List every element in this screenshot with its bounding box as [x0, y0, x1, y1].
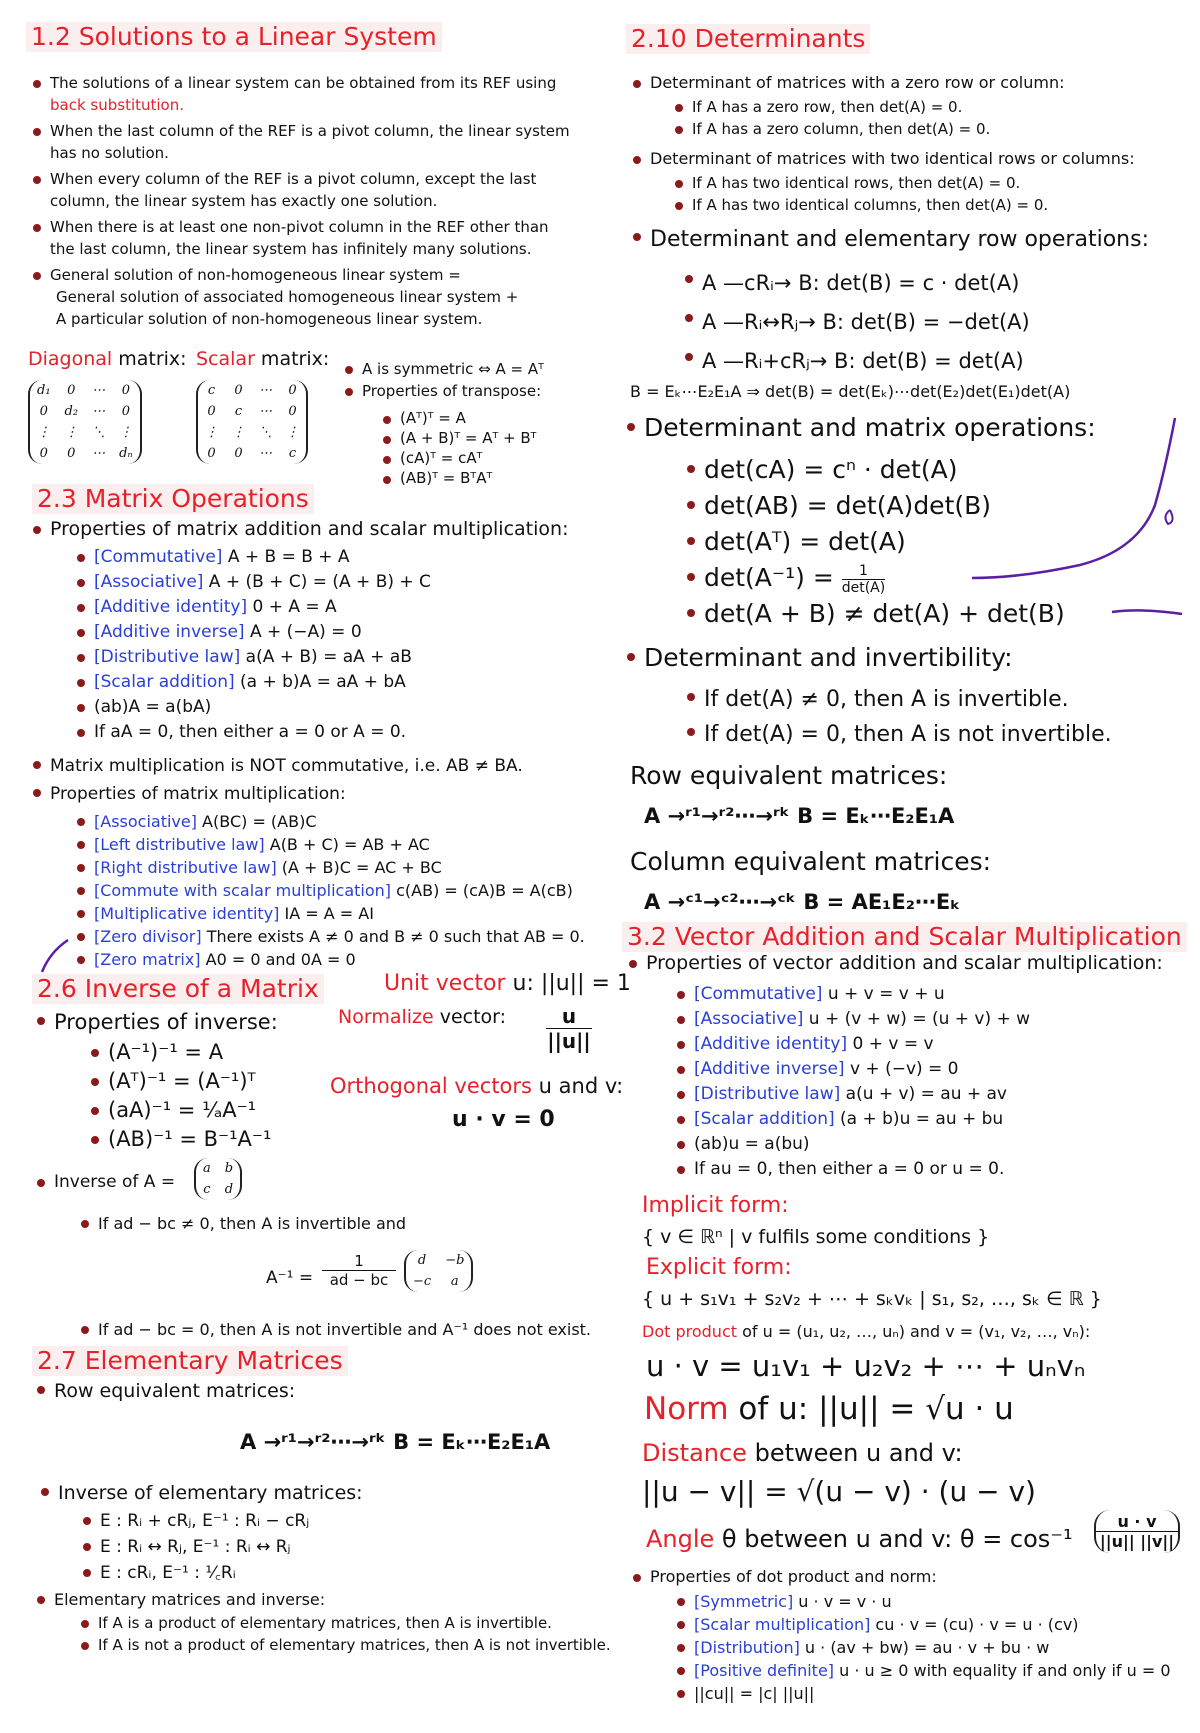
list-item: Inverse of elementary matrices:	[38, 1478, 438, 1508]
det-identical-sublist	[672, 172, 1172, 216]
list-item: (A⁻¹)⁻¹ = A	[88, 1038, 348, 1067]
scalar-matrix-label: Scalar matrix:	[196, 348, 330, 370]
diagonal-matrix	[28, 380, 142, 464]
orthogonal-equation: u · v = 0	[452, 1107, 555, 1132]
list-item: [Additive identity] 0 + v = v	[674, 1032, 1194, 1057]
matrix-row	[198, 422, 306, 443]
list-item: If A has a zero column, then det(A) = 0.	[672, 118, 1172, 140]
solutions-list	[30, 72, 585, 330]
list-item: Determinant of matrices with a zero row or column:	[630, 72, 1190, 94]
matrix-cell: ⋯	[259, 404, 272, 419]
list-item: [Scalar addition] (a + b)A = aA + bA	[74, 670, 594, 695]
list-item: ||cu|| = |c| ||u||	[674, 1682, 1194, 1705]
matrix-cell: 0	[121, 404, 131, 419]
matrix-cell: ⋯	[92, 446, 106, 461]
list-item: The solutions of a linear system can be obtained from its REF using back substitution.	[30, 72, 585, 116]
inverse-fraction: 1 ad − bc	[322, 1252, 396, 1289]
list-item: (aA)⁻¹ = ¹⁄ₐA⁻¹	[88, 1096, 348, 1125]
list-item: General solution of non-homogeneous linear system = General solution of associated homogeneous linear system + A particular solution of non-homogeneous linear system.	[30, 264, 585, 330]
list-item: (cA)ᵀ = cAᵀ	[380, 448, 590, 468]
list-item: If au = 0, then either a = 0 or u = 0.	[674, 1157, 1194, 1182]
list-item: [Additive inverse] A + (−A) = 0	[74, 620, 594, 645]
list-item: Matrix multiplication is NOT commutative, i.e. AB ≠ BA.	[30, 752, 610, 780]
matrix-cell: ⋯	[259, 446, 272, 461]
section-title-2-3: 2.3 Matrix Operations	[32, 484, 314, 514]
list-item: [Additive identity] 0 + A = A	[74, 595, 594, 620]
matrix-cell: 0	[67, 383, 76, 398]
det-zero-list	[630, 72, 1190, 94]
explicit-form-set: { u + s₁v₁ + s₂v₂ + ⋯ + sₖvₖ | s₁, s₂, …, sₖ ∈ ℝ }	[642, 1288, 1102, 1310]
elementary-intro	[34, 1376, 434, 1406]
matrix-mult-properties	[74, 810, 614, 971]
section-title-2-7: 2.7 Elementary Matrices	[32, 1346, 348, 1376]
elementary-inverse-title	[38, 1478, 438, 1508]
column-equivalent-title: Column equivalent matrices:	[630, 847, 992, 876]
section-title-1-2: 1.2 Solutions to a Linear System	[26, 22, 442, 52]
inverse-condition-1	[78, 1212, 598, 1235]
matrix-ops-intro	[30, 516, 590, 543]
matrix-cell: ⋮	[119, 425, 133, 440]
det-row-ops-title	[630, 222, 1190, 257]
angle-def: Angle θ between u and v: θ = cos⁻¹	[646, 1525, 1073, 1553]
elementary-invertibility-list	[78, 1612, 638, 1656]
list-item: [Left distributive law] A(B + C) = AB + AC	[74, 833, 614, 856]
list-item: (ab)A = a(bA)	[74, 695, 594, 720]
normalize-fraction: u ||u||	[547, 1004, 591, 1053]
list-item: (Aᵀ)ᵀ = A	[380, 408, 590, 428]
row-equivalence-chain: A →ʳ¹→ʳ²⋯→ʳᵏ B = Eₖ⋯E₂E₁A	[240, 1430, 551, 1454]
matrix-cell: c	[207, 383, 216, 398]
section-title-2-6: 2.6 Inverse of a Matrix	[32, 974, 324, 1004]
transpose-properties	[380, 408, 590, 488]
list-item: If ad − bc ≠ 0, then A is invertible and	[78, 1212, 598, 1235]
list-item: Properties of matrix addition and scalar multiplication:	[30, 516, 590, 543]
list-item: (A + B)ᵀ = Aᵀ + Bᵀ	[380, 428, 590, 448]
unit-vector-def: Unit vector u: ||u|| = 1	[384, 971, 631, 996]
matrix-cell: d₁	[37, 383, 51, 398]
list-item: A —cRᵢ→ B: det(B) = c · det(A)	[682, 264, 1182, 303]
list-item: Determinant and matrix operations:	[624, 410, 1184, 446]
matrix-cell: a	[203, 1161, 211, 1176]
matrix-mult-intro	[30, 752, 610, 808]
list-item: [Multiplicative identity] IA = A = AI	[74, 902, 614, 925]
matrix-cell: −b	[445, 1253, 465, 1268]
matrix-row	[196, 1158, 240, 1179]
vector-props-intro	[626, 950, 1196, 976]
distance-equation: ||u − v|| = √(u − v) · (u − v)	[642, 1475, 1036, 1508]
list-item: Properties of vector addition and scalar multiplication:	[626, 950, 1196, 976]
list-item: det(A⁻¹) = 1 det(A)	[684, 560, 1184, 596]
list-item: When the last column of the REF is a pivot column, the linear system has no solution.	[30, 120, 585, 164]
list-item: [Right distributive law] (A + B)C = AC + BC	[74, 856, 614, 879]
matrix-cell: ⋮	[64, 425, 78, 440]
row-equivalent-chain: A →ʳ¹→ʳ²⋯→ʳᵏ B = Eₖ⋯E₂E₁A	[644, 804, 955, 828]
list-item: If A is a product of elementary matrices, then A is invertible.	[78, 1612, 638, 1634]
section-title-2-10: 2.10 Determinants	[626, 24, 870, 54]
list-item: [Positive definite] u · u ≥ 0 with equality if and only if u = 0	[674, 1659, 1194, 1682]
list-item: A is symmetric ⇔ A = Aᵀ	[342, 358, 592, 380]
det-invertibility-title	[624, 640, 1184, 676]
list-item: If A has a zero row, then det(A) = 0.	[672, 96, 1172, 118]
det-product-chain: B = Eₖ⋯E₂E₁A ⇒ det(B) = det(Eₖ)⋯det(E₂)det(E₁)det(A)	[630, 382, 1071, 401]
list-item: Determinant and invertibility:	[624, 640, 1184, 676]
list-item: Inverse of A =	[34, 1170, 234, 1195]
matrix-row	[30, 443, 140, 464]
distance-def: Distance between u and v:	[642, 1439, 963, 1467]
list-item: det(Aᵀ) = det(A)	[684, 524, 1184, 560]
matrix-row	[198, 443, 306, 464]
scalar-matrix	[196, 380, 308, 464]
angle-fraction: u · v ||u|| ||v||	[1094, 1510, 1180, 1553]
inverse-condition-2	[78, 1318, 618, 1341]
list-item: (AB)ᵀ = BᵀAᵀ	[380, 468, 590, 488]
matrix-cell: 0	[288, 383, 297, 398]
list-item: (ab)u = a(bu)	[674, 1132, 1194, 1157]
matrix-cell: ⋮	[286, 425, 299, 440]
norm-def: Norm of u: ||u|| = √u · u	[644, 1391, 1014, 1427]
list-item: Properties of dot product and norm:	[630, 1566, 1190, 1588]
matrix-cell: ⋯	[92, 404, 106, 419]
list-item: det(AB) = det(A)det(B)	[684, 488, 1184, 524]
matrix-cell: ⋱	[92, 425, 106, 440]
list-item: [Scalar addition] (a + b)u = au + bu	[674, 1107, 1194, 1132]
list-item: [Distribution] u · (av + bw) = au · v + bu · w	[674, 1636, 1194, 1659]
matrix-cell: ⋮	[205, 425, 218, 440]
list-item: [Symmetric] u · v = v · u	[674, 1590, 1194, 1613]
inverse-properties	[88, 1038, 348, 1154]
matrix-row	[30, 380, 140, 401]
list-item: A —Rᵢ↔Rⱼ→ B: det(B) = −det(A)	[682, 303, 1182, 342]
det-zero-sublist	[672, 96, 1172, 140]
list-item: [Distributive law] a(A + B) = aA + aB	[74, 645, 594, 670]
matrix-cell: c	[288, 446, 297, 461]
transpose-list	[342, 358, 592, 402]
list-item: [Commute with scalar multiplication] c(AB) = (cA)B = A(cB)	[74, 879, 614, 902]
matrix-cell: 0	[207, 404, 216, 419]
matrix-row	[406, 1271, 471, 1292]
list-item: [Zero matrix] A0 = 0 and 0A = 0	[74, 948, 614, 971]
list-item: If ad − bc = 0, then A is not invertible and A⁻¹ does not exist.	[78, 1318, 618, 1341]
matrix-cell: 0	[234, 383, 243, 398]
det-invertibility-list	[684, 682, 1184, 752]
matrix-cell: 0	[67, 446, 76, 461]
list-item: [Distributive law] a(u + v) = au + av	[674, 1082, 1194, 1107]
list-item: When there is at least one non-pivot column in the REF other than the last column, the linear system has infinitely many solutions.	[30, 216, 585, 260]
normalize-def: Normalize vector:	[338, 1006, 507, 1028]
matrix-cell: b	[224, 1161, 234, 1176]
orthogonal-def: Orthogonal vectors u and v:	[330, 1074, 624, 1098]
elementary-invertibility-title	[34, 1588, 614, 1611]
list-item: If aA = 0, then either a = 0 or A = 0.	[74, 720, 594, 745]
implicit-form-set: { v ∈ ℝⁿ | v fulfils some conditions }	[642, 1226, 990, 1248]
matrix-cell: 0	[39, 446, 48, 461]
matrix-cell: 0	[121, 383, 131, 398]
list-item: [Commutative] A + B = B + A	[74, 545, 594, 570]
dot-norm-list	[674, 1590, 1194, 1705]
list-item: [Additive inverse] v + (−v) = 0	[674, 1057, 1194, 1082]
list-item: [Zero divisor] There exists A ≠ 0 and B ≠ 0 such that AB = 0.	[74, 925, 614, 948]
matrix-cell: ⋮	[232, 425, 245, 440]
elementary-inverse-list	[80, 1508, 480, 1586]
matrix-cell: c	[203, 1182, 211, 1197]
list-item: If det(A) ≠ 0, then A is invertible.	[684, 682, 1184, 717]
matrix-cell: 0	[39, 404, 48, 419]
list-item: [Associative] A(BC) = (AB)C	[74, 810, 614, 833]
list-item: Elementary matrices and inverse:	[34, 1588, 614, 1611]
diagonal-matrix-label: Diagonal matrix:	[28, 348, 187, 370]
matrix-cell: −c	[413, 1274, 432, 1289]
matrix-cell: d	[417, 1253, 427, 1268]
list-item: If det(A) = 0, then A is not invertible.	[684, 717, 1184, 752]
list-item: When every column of the REF is a pivot column, except the last column, the linear system has exactly one solution.	[30, 168, 585, 212]
matrix-cell: d₂	[64, 404, 79, 419]
list-item: [Associative] u + (v + w) = (u + v) + w	[674, 1007, 1194, 1032]
matrix-row	[30, 422, 140, 443]
list-item: det(cA) = cⁿ · det(A)	[684, 452, 1184, 488]
list-item: Properties of matrix multiplication:	[30, 780, 610, 808]
dot-norm-title	[630, 1566, 1190, 1588]
matrix-cell: 0	[234, 446, 243, 461]
matrix-row	[198, 401, 306, 422]
list-item: Determinant of matrices with two identical rows or columns:	[630, 148, 1190, 170]
list-item: If A has two identical columns, then det(A) = 0.	[672, 194, 1172, 216]
matrix-row	[30, 401, 140, 422]
column-equivalent-chain: A →ᶜ¹→ᶜ²⋯→ᶜᵏ B = AE₁E₂⋯Eₖ	[644, 890, 961, 914]
list-item: [Scalar multiplication] cu · v = (cu) · v = u · (cv)	[674, 1613, 1194, 1636]
matrix-addition-properties	[74, 545, 594, 745]
matrix-cell: ⋯	[259, 383, 272, 398]
list-item: [Associative] A + (B + C) = (A + B) + C	[74, 570, 594, 595]
list-item: Properties of inverse:	[34, 1006, 334, 1038]
dot-product-equation: u · v = u₁v₁ + u₂v₂ + ⋯ + uₙvₙ	[646, 1349, 1086, 1383]
matrix-cell: c	[234, 404, 243, 419]
matrix-cell: d	[224, 1182, 234, 1197]
implicit-form-label: Implicit form:	[642, 1193, 789, 1218]
list-item: (Aᵀ)⁻¹ = (A⁻¹)ᵀ	[88, 1067, 348, 1096]
list-item: If A has two identical rows, then det(A) = 0.	[672, 172, 1172, 194]
list-item: Row equivalent matrices:	[34, 1376, 434, 1406]
section-title-3-2: 3.2 Vector Addition and Scalar Multiplication	[622, 922, 1187, 952]
matrix-cell: ⋱	[259, 425, 272, 440]
list-item: (AB)⁻¹ = B⁻¹A⁻¹	[88, 1125, 348, 1154]
adjugate-matrix	[404, 1250, 473, 1292]
dot-product-def: Dot product of u = (u₁, u₂, …, uₙ) and v = (v₁, v₂, …, vₙ):	[642, 1322, 1091, 1341]
matrix-cell: ⋯	[92, 383, 106, 398]
matrix-cell: 0	[207, 446, 216, 461]
matrix-row	[196, 1179, 240, 1200]
vector-props-list	[674, 982, 1194, 1182]
inverse-intro	[34, 1006, 334, 1038]
list-item: Determinant and elementary row operations:	[630, 222, 1190, 257]
list-item: If A is not a product of elementary matrices, then A is not invertible.	[78, 1634, 638, 1656]
row-equivalent-title: Row equivalent matrices:	[630, 761, 948, 790]
list-item: [Commutative] u + v = v + u	[674, 982, 1194, 1007]
matrix-2x2	[194, 1158, 242, 1200]
list-item: A —Rᵢ+cRⱼ→ B: det(B) = det(A)	[682, 342, 1182, 381]
ink-stroke-icon	[38, 936, 72, 976]
matrix-cell: ⋮	[37, 425, 51, 440]
matrix-row	[406, 1250, 471, 1271]
list-item: Properties of transpose:	[342, 380, 592, 402]
list-item: det(A + B) ≠ det(A) + det(B)	[684, 596, 1184, 632]
det-identical-list	[630, 148, 1190, 170]
inverse-formula-label: A⁻¹ =	[266, 1268, 314, 1288]
list-item: E : Rᵢ ↔ Rⱼ, E⁻¹ : Rᵢ ↔ Rⱼ	[80, 1534, 480, 1560]
matrix-cell: 0	[288, 404, 297, 419]
matrix-row	[198, 380, 306, 401]
list-item: E : cRᵢ, E⁻¹ : ¹⁄꜀Rᵢ	[80, 1560, 480, 1586]
matrix-cell: dₙ	[119, 446, 133, 461]
list-item: E : Rᵢ + cRⱼ, E⁻¹ : Rᵢ − cRⱼ	[80, 1508, 480, 1534]
ink-annotation-icon	[960, 410, 1200, 630]
explicit-form-label: Explicit form:	[646, 1255, 792, 1280]
matrix-cell: a	[450, 1274, 459, 1289]
det-row-ops-list	[682, 264, 1182, 381]
